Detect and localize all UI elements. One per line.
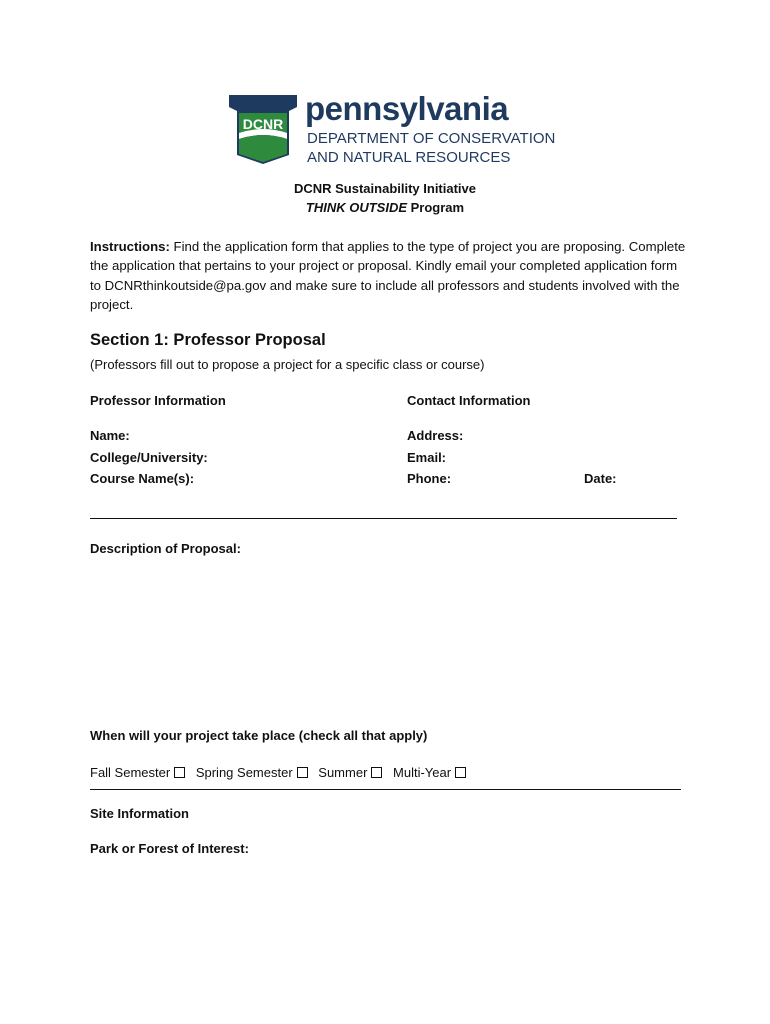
- divider-line: [90, 789, 681, 790]
- option-fall-semester[interactable]: [90, 765, 185, 780]
- instructions-text: Find the application form that applies to the type of project you are proposing. Complete the application that pertains to your project or proposal. Kindly email your completed application form to DCNRthinkoutside@pa.gov and make sure to include all professors and students involved with the project.: [90, 239, 686, 312]
- name-field-label[interactable]: Name:: [90, 428, 130, 443]
- option-spring-semester[interactable]: [196, 765, 308, 780]
- initiative-title: DCNR Sustainability Initiative: [293, 181, 477, 196]
- keystone-logo-icon: [227, 93, 299, 165]
- instructions-label: Instructions:: [90, 239, 170, 254]
- instructions-paragraph: [90, 237, 690, 314]
- divider-line: [90, 518, 677, 519]
- option-label: Fall Semester: [90, 765, 171, 780]
- college-field-label[interactable]: College/University:: [90, 450, 208, 465]
- department-line-1: DEPARTMENT OF CONSERVATION: [307, 130, 556, 147]
- option-label: Multi-Year: [393, 765, 452, 780]
- checkbox-multi-year[interactable]: [455, 767, 466, 778]
- logo-mark-text: DCNR: [242, 116, 284, 132]
- dcnr-logo: [227, 90, 556, 168]
- date-field-label[interactable]: Date:: [584, 471, 617, 486]
- course-field-label[interactable]: Course Name(s):: [90, 471, 195, 486]
- section-subtitle: (Professors fill out to propose a project for a specific class or course): [90, 357, 485, 372]
- timing-options: [90, 765, 473, 780]
- phone-field-label[interactable]: Phone:: [407, 471, 452, 486]
- checkbox-summer[interactable]: [371, 767, 382, 778]
- address-field-label[interactable]: Address:: [407, 428, 464, 443]
- timing-question: When will your project take place (check all that apply): [90, 728, 428, 743]
- section-title: Section 1: Professor Proposal: [90, 331, 326, 349]
- professor-info-heading: Professor Information: [90, 393, 226, 408]
- park-field-label[interactable]: Park or Forest of Interest:: [90, 841, 249, 856]
- site-info-heading: Site Information: [90, 806, 189, 821]
- org-name: pennsylvania: [305, 90, 509, 127]
- email-field-label[interactable]: Email:: [407, 450, 447, 465]
- option-summer[interactable]: [318, 765, 382, 780]
- contact-info-heading: Contact Information: [407, 393, 531, 408]
- checkbox-spring-semester[interactable]: [297, 767, 308, 778]
- description-field-label[interactable]: Description of Proposal:: [90, 541, 241, 556]
- program-title-italic: THINK OUTSIDE: [305, 200, 408, 215]
- program-title: [0, 200, 770, 215]
- option-label: Spring Semester: [195, 765, 293, 780]
- department-line-2: AND NATURAL RESOURCES: [307, 149, 511, 166]
- program-title-rest: Program: [407, 200, 465, 215]
- option-label: Summer: [318, 765, 368, 780]
- checkbox-fall-semester[interactable]: [174, 767, 185, 778]
- option-multi-year[interactable]: [393, 765, 466, 780]
